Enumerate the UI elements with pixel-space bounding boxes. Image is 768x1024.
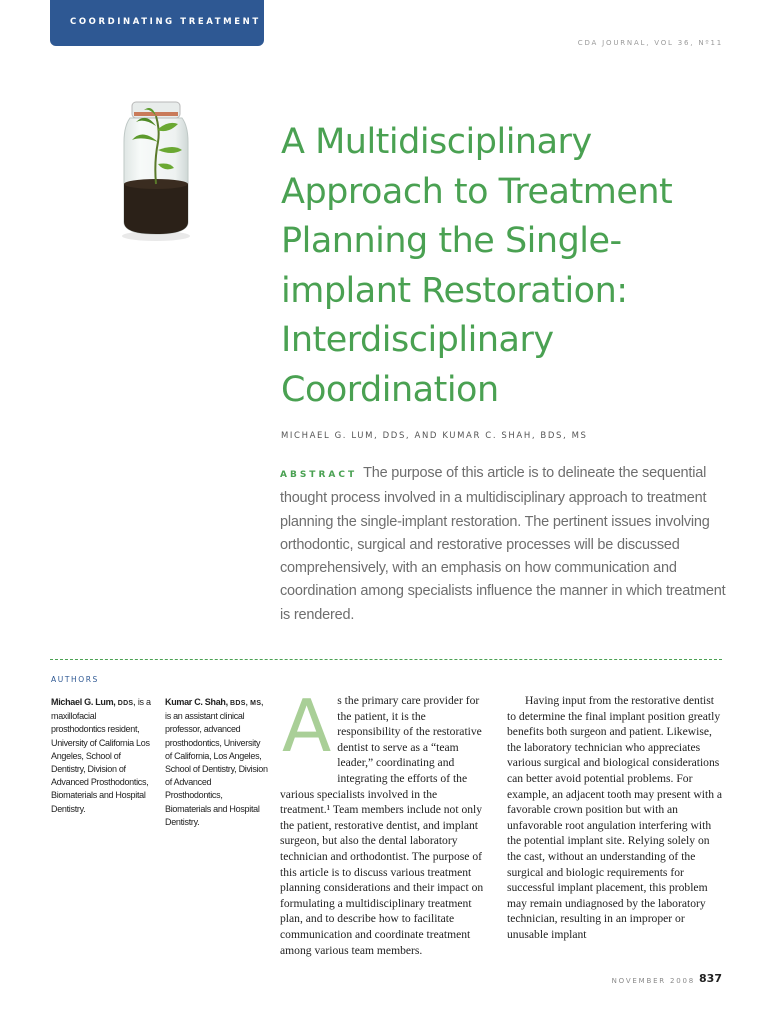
byline: MICHAEL G. LUM, DDS, AND KUMAR C. SHAH, BDS, MS: [281, 431, 588, 441]
page-number: 837: [699, 972, 722, 985]
body-paragraph: Having input from the restorative dentist to determine the final implant position greatly benefits both surgeon and patient. Likewise, the laboratory technician who appreciates various surgical and biological considerations can better avoid potential problems. For example, an adjacent tooth may present with a favorable crown position but with an unfavorable root angulation interfering with the potential implant site. Relying solely on the cast, without an understanding of the surgical and biologic requirements for successful implant placement, this problem may remain undiagnosed by the laboratory technician, resulting in an improper or unusable implant: [507, 694, 723, 941]
author-bio-text: is an assistant clinical professor, advanced prosthodontics, University of California, Los Angeles, School of Dentistry, Division of Advanced Prosthodontics, Biomaterials and Hospital Dentistry.: [165, 711, 268, 827]
body-paragraph: s the primary care provider for the patient, it is the responsibility of the restorative dentist to serve as a “team leader,” coordinating and integrating the efforts of the various specialists involved in the treatment.¹ Team members include not only the patient, restorative dentist, and implant surgeon, but also the dental laboratory technician and orthodontist. The purpose of this article is to discuss various treatment planning considerations and their impact on formulating a multidisciplinary treatment plan, and to describe how to facilitate communication and coordinate treatment among various team members.: [280, 694, 484, 957]
article-title: A Multidisciplinary Approach to Treatment Planning the Single-implant Restoration: Interdisciplinary Coordination: [281, 122, 673, 410]
author-bio-text: is a maxillofacial prosthodontics resident, University of California Los Angeles, School of Dentistry, Division of Advanced Prosthodontics, Biomaterials and Hospital Dentistry.: [51, 697, 151, 814]
journal-reference: CDA JOURNAL, VOL 36, Nº11: [577, 39, 723, 47]
author-name: Kumar C. Shah,: [165, 697, 228, 707]
abstract: [280, 462, 726, 627]
author-bio-lum: [51, 696, 151, 816]
abstract-text: The purpose of this article is to delineate the sequential thought process involved in a multidisciplinary approach to treatment planning the single-implant restoration. The pertinent issues involving orthodontic, surgical and restorative processes will be discussed comprehensively, with an emphasis on how communication and coordination among specialists influence the manner in which treatment is rendered.: [280, 465, 726, 623]
authors-heading: AUTHORS: [51, 675, 99, 684]
author-bio-shah: [165, 696, 268, 829]
drop-cap: A: [282, 684, 332, 768]
author-degree: DDS,: [117, 700, 136, 707]
author-degree: BDS, MS,: [230, 700, 264, 707]
section-divider: [50, 659, 722, 660]
body-column-1: [280, 684, 490, 958]
footer-date: NOVEMBER 2008: [611, 977, 695, 985]
section-tab: COORDINATING TREATMENT: [50, 0, 264, 46]
body-column-2: [507, 693, 723, 943]
plant-jar-illustration: [112, 92, 198, 242]
author-name: Michael G. Lum,: [51, 697, 116, 707]
abstract-label: ABSTRACT: [280, 470, 358, 480]
